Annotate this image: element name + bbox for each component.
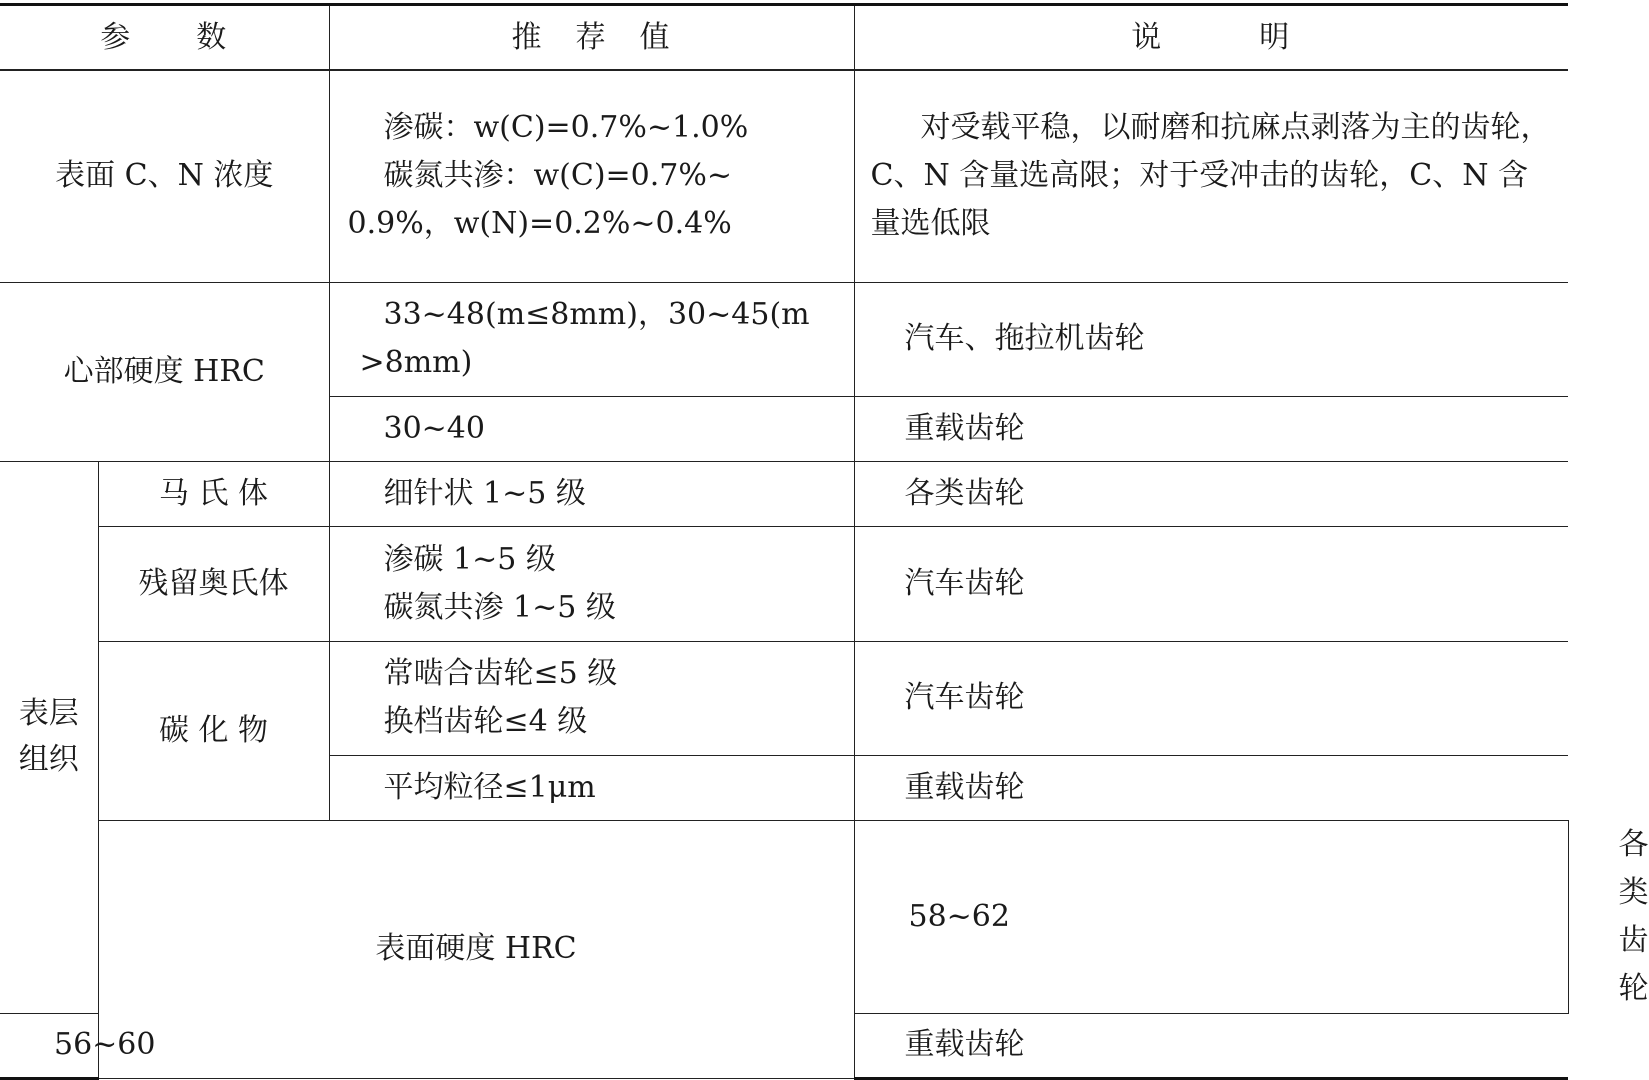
value-line: 碳氮共渗 1~5 级 — [383, 589, 616, 625]
value-line: 换档齿轮≤4 级 — [383, 704, 588, 739]
value-line: 0.9%，w(N)=0.2%~0.4% — [347, 206, 732, 242]
value-line: 常啮合齿轮≤5 级 — [383, 656, 618, 691]
value-cell: 细针状 1~5 级 — [329, 461, 854, 526]
table-row — [0, 526, 1568, 641]
note-cell: 重载齿轮 — [854, 396, 1568, 461]
note-cell: 汽车齿轮 — [854, 526, 1568, 641]
value-line: 渗碳 1~5 级 — [383, 541, 556, 577]
table-row — [0, 641, 1568, 755]
param-cell: 碳 化 物 — [98, 641, 329, 820]
value-line: 渗碳：w(C)=0.7%~1.0% — [383, 110, 749, 146]
value-cell: 56~60 — [0, 1013, 98, 1078]
param-cell: 残留奥氏体 — [98, 526, 329, 641]
param-cell: 表面硬度 HRC — [98, 820, 854, 1078]
note-cell: 重载齿轮 — [854, 1013, 1568, 1078]
note-cell: 对受载平稳，以耐磨和抗麻点剥落为主的齿轮，C、N 含量选高限；对于受冲击的齿轮，C、N 含量选低限 — [854, 70, 1568, 282]
value-cell: 58~62 — [854, 820, 1568, 1013]
table-row — [0, 282, 1568, 396]
value-cell — [329, 641, 854, 755]
carburizing-spec-table — [0, 3, 1649, 1080]
header-note: 说 明 — [854, 5, 1568, 71]
param-cell: 马 氏 体 — [98, 461, 329, 526]
layer-group-cell — [0, 461, 98, 1013]
value-cell: 30~40 — [329, 396, 854, 461]
value-line: 33~48(m≤8mm)，30~45(m — [383, 297, 810, 332]
header-value: 推 荐 值 — [329, 5, 854, 71]
param-cell: 表面 C、N 浓度 — [0, 70, 329, 282]
table-row: 表面硬度 HRC 58~62 各类齿轮 — [0, 820, 1568, 1013]
group-line: 组织 — [18, 742, 79, 777]
note-cell: 汽车齿轮 — [854, 641, 1568, 755]
note-cell: 重载齿轮 — [854, 755, 1568, 820]
value-cell — [329, 282, 854, 396]
value-cell: 平均粒径≤1μm — [329, 755, 854, 820]
value-cell — [329, 526, 854, 641]
table-header-row — [0, 5, 1568, 71]
header-param: 参 数 — [0, 5, 329, 71]
note-cell: 汽车、拖拉机齿轮 — [854, 282, 1568, 396]
note-cell: 各类齿轮 — [854, 461, 1568, 526]
value-line: >8mm) — [359, 345, 473, 380]
group-line: 表层 — [18, 696, 79, 731]
param-cell: 心部硬度 HRC — [0, 282, 329, 461]
value-cell — [329, 70, 854, 282]
table-row — [0, 70, 1568, 282]
table-row — [0, 461, 1568, 526]
value-line: 碳氮共渗：w(C)=0.7%~ — [383, 158, 733, 194]
